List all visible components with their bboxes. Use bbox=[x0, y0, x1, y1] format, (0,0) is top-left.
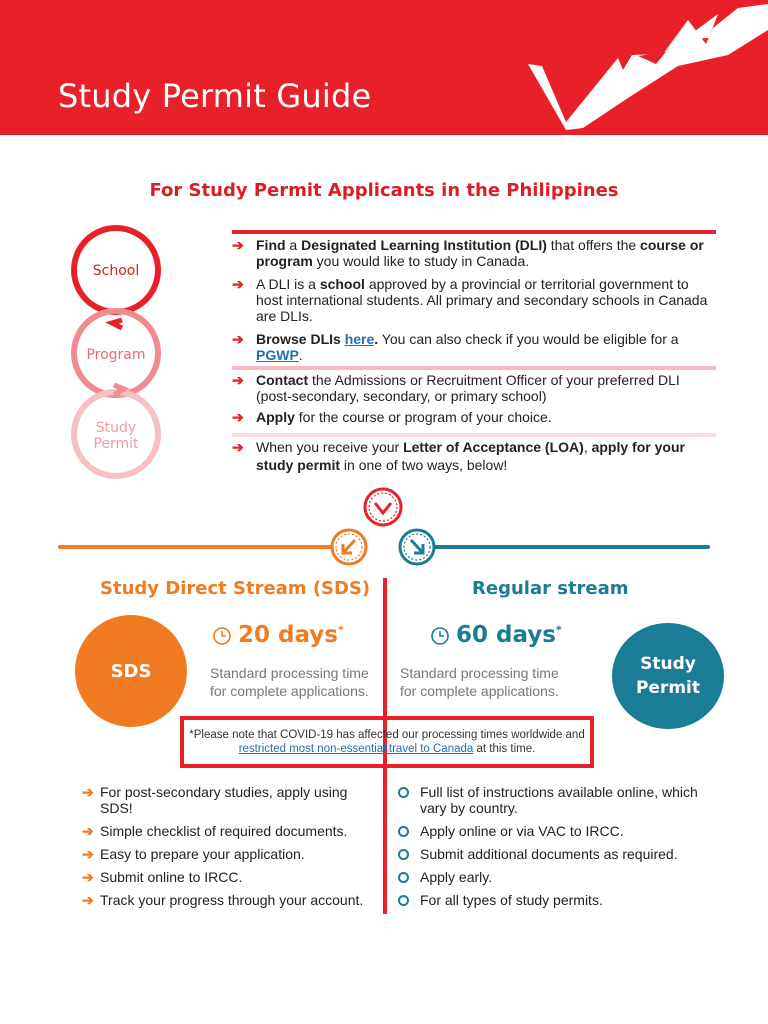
arrow-icon: ➔ bbox=[82, 823, 94, 839]
arrow-icon: ➔ bbox=[232, 331, 244, 347]
sds-circle bbox=[75, 615, 187, 727]
cycle-label-study-permit: Study Permit bbox=[93, 420, 139, 452]
arrow-icon: ➔ bbox=[232, 237, 244, 253]
list-item: ➔ Track your progress through your account. bbox=[82, 892, 364, 908]
step-contact-officer: ➔ Contact the Admissions or Recruitment Officer of your preferred DLI (post-secondary, secondary, or primary school) bbox=[232, 372, 680, 404]
subtitle: For Study Permit Applicants in the Philippines bbox=[149, 180, 619, 201]
clock-icon bbox=[212, 626, 232, 646]
regular-processing-note: Standard processing time for complete applications. bbox=[400, 665, 559, 699]
circle-bullet-icon bbox=[398, 895, 409, 906]
regular-benefits-list bbox=[398, 784, 698, 915]
sds-title: Study Direct Stream (SDS) bbox=[100, 578, 371, 599]
step-divider-middle bbox=[232, 366, 716, 370]
step-loa-apply: ➔ When you receive your Letter of Acceptance (LOA), apply for your study permit in one of two ways, below! bbox=[232, 439, 685, 473]
arrow-icon: ➔ bbox=[232, 439, 244, 455]
sds-benefits-list bbox=[82, 784, 372, 915]
travel-restrictions-link[interactable]: restricted most non-essential travel to Canada bbox=[238, 743, 474, 755]
study-permit-circle bbox=[612, 623, 724, 729]
steps-group-contact bbox=[232, 372, 710, 425]
list-item: ➔ Submit online to IRCC. bbox=[82, 869, 243, 885]
regular-title: Regular stream bbox=[472, 578, 629, 599]
step-find-dli: ➔ Find a Designated Learning Institution (DLI) that offers the course or program you would like to study in Canada. bbox=[232, 237, 704, 269]
arrow-icon: ➔ bbox=[82, 892, 94, 908]
list-item: Full list of instructions available online, which vary by country. bbox=[398, 784, 698, 816]
arrow-icon: ➔ bbox=[232, 372, 244, 388]
list-item: Apply early. bbox=[398, 869, 698, 885]
circle-bullet-icon bbox=[398, 849, 409, 860]
list-item: Apply online or via VAC to IRCC. bbox=[398, 823, 698, 839]
regular-processing-days: 60 days* bbox=[430, 622, 562, 648]
sds-processing-days: 20 days* bbox=[212, 622, 344, 648]
circle-bullet-icon bbox=[398, 826, 409, 837]
step-divider-bottom bbox=[232, 433, 716, 437]
regular-stream-line bbox=[420, 545, 710, 549]
circle-label-study: Study bbox=[640, 654, 696, 674]
down-arrow-circle-icon bbox=[362, 486, 404, 528]
list-item: For all types of study permits. bbox=[398, 892, 698, 908]
step-apply-course: ➔ Apply for the course or program of your choice. bbox=[232, 409, 552, 425]
arrow-icon: ➔ bbox=[82, 869, 94, 885]
sds-processing-note: Standard processing time for complete applications. bbox=[210, 665, 369, 699]
arrow-icon: ➔ bbox=[232, 409, 244, 425]
steps-group-loa bbox=[232, 438, 710, 474]
step-divider-top bbox=[232, 230, 716, 234]
arrow-icon: ➔ bbox=[232, 276, 244, 292]
page-title: Study Permit Guide bbox=[58, 77, 372, 115]
clock-icon bbox=[430, 626, 450, 646]
arrow-icon: ➔ bbox=[82, 784, 94, 800]
sds-arrow-circle-icon bbox=[328, 526, 370, 568]
list-item: Submit additional documents as required. bbox=[398, 846, 698, 862]
sds-stream-line bbox=[58, 545, 348, 549]
step-browse-dlis: ➔ Browse DLIs here. You can also check if you would be eligible for a PGWP. bbox=[232, 331, 679, 363]
circle-bullet-icon bbox=[398, 787, 409, 798]
steps-group-find bbox=[232, 237, 710, 363]
list-item: ➔ Easy to prepare your application. bbox=[82, 846, 305, 862]
sds-circle-label: SDS bbox=[110, 660, 152, 682]
list-item: ➔ Simple checklist of required documents. bbox=[82, 823, 348, 839]
circle-bullet-icon bbox=[398, 872, 409, 883]
circle-label-permit: Permit bbox=[635, 678, 701, 698]
leaf-logo-icon bbox=[508, 0, 768, 135]
here-link[interactable]: here bbox=[344, 331, 375, 347]
pgwp-link[interactable]: PGWP bbox=[256, 347, 299, 363]
covid-notice: *Please note that COVID-19 has affected our processing times worldwide and restricted most non-essential travel to Canada at this time. bbox=[180, 716, 594, 768]
cycle-label-school: School bbox=[92, 263, 140, 279]
cycle-label-program: Program bbox=[86, 347, 146, 363]
step-dli-definition: ➔ A DLI is a school approved by a provincial or territorial government to host international students. All primary and secondary schools in Canada are DLIs. bbox=[232, 276, 708, 324]
process-cycle-diagram bbox=[64, 225, 184, 485]
arrow-icon: ➔ bbox=[82, 846, 94, 862]
header-banner bbox=[0, 0, 768, 135]
regular-arrow-circle-icon bbox=[396, 526, 438, 568]
list-item: ➔ For post-secondary studies, apply using SDS! bbox=[82, 784, 348, 816]
